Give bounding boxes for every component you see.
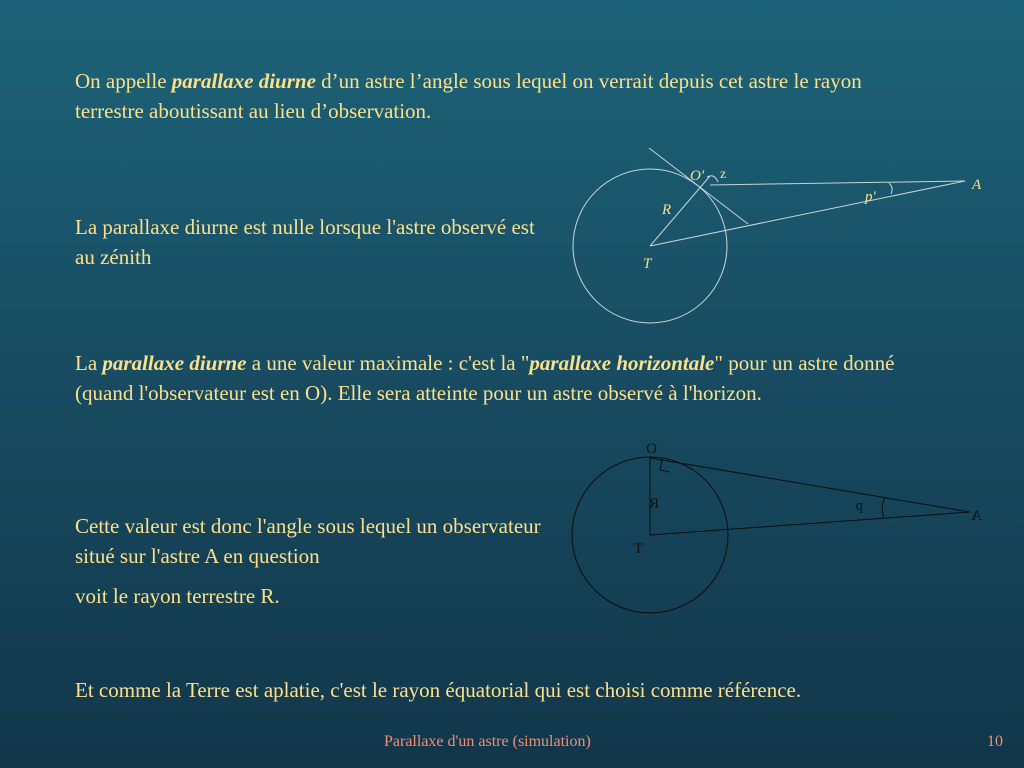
parallax-label: p' [865,189,876,205]
definition-term: parallaxe diurne [171,69,316,93]
hp-text-1: La [75,351,103,375]
hp-term-horizontal: parallaxe horizontale [529,351,715,375]
star-label-2: A [971,508,982,524]
zenith-angle-label: z [720,167,727,182]
footer-title: Parallaxe d'un astre (simulation) [384,733,591,750]
center-to-star-line-2 [650,512,970,535]
observer-label: O' [690,168,705,184]
radius-label: R [662,202,672,218]
parallax-label-2: p [855,498,863,514]
right-angle-marker [660,460,670,472]
hp-text-3: " pour un astre donné (quand l'observateur est en O). Elle sera atteinte pour un astre observé à l'horizon. [75,351,895,405]
earth-center-label: T [643,256,652,272]
angle-explanation-paragraph: Cette valeur est donc l'angle sous lequel un observateur situé sur l'astre A en question [75,514,541,568]
earth-center-label-2: T [633,541,643,557]
definition-text-start: On appelle [75,69,172,93]
observer-label-2: O [646,441,657,457]
parallax-angle-arc-2 [882,497,885,518]
definition-text-end: d’un astre l’angle sous lequel on verrait depuis cet astre le rayon terrestre aboutissant au lieu d’observation. [75,69,862,123]
radius-label-2: R [648,496,659,512]
angle-explanation-continued: voit le rayon terrestre R. [75,584,280,608]
zenith-paragraph: La parallaxe diurne est nulle lorsque l'astre observé est au zénith [75,215,535,269]
horizontal-line-of-sight [650,458,970,512]
star-label: A [972,177,982,193]
hp-text-2: a une valeur maximale : c'est la " [246,351,530,375]
equatorial-radius-paragraph: Et comme la Terre est aplatie, c'est le rayon équatorial qui est choisi comme référence. [75,678,802,702]
page-number: 10 [987,733,1003,750]
hp-term-diurnal: parallaxe diurne [102,351,247,375]
